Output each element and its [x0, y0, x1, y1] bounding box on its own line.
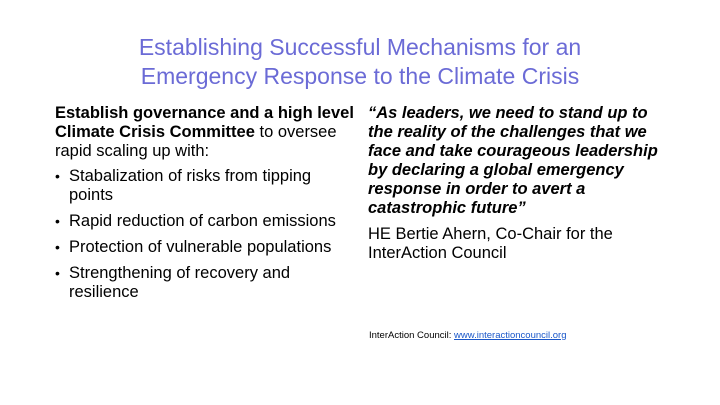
quote-attribution: HE Bertie Ahern, Co-Chair for the InterAction Council: [368, 225, 613, 262]
source-label: InterAction Council:: [369, 330, 455, 341]
bullet-text: Protection of vulnerable populations: [69, 238, 332, 256]
quote-text: “As leaders, we need to stand up to the reality of the challenges that we face and take courageous leadership by declaring a global emergency response in order to avert a catastrophic future”: [368, 104, 658, 217]
right-column: [368, 104, 668, 263]
left-column: [55, 104, 355, 309]
title-line-2: Emergency Response to the Climate Crisis: [140, 63, 580, 89]
bullet-text: Rapid reduction of carbon emissions: [69, 212, 336, 230]
title-line-1: Establishing Successful Mechanisms for an: [138, 34, 582, 60]
bullet-dot-icon: •: [55, 265, 60, 281]
intro-rest-text: to oversee rapid scaling up with:: [55, 123, 337, 160]
bullet-item: [55, 238, 355, 257]
bullet-text: Stabalization of risks from tipping points: [69, 167, 312, 204]
bullet-dot-icon: •: [55, 239, 60, 255]
bullet-list: [55, 167, 355, 302]
bullet-item: [55, 264, 355, 302]
intro-bold-text: Establish governance and a high level Climate Crisis Committee: [55, 104, 354, 141]
bullet-item: [55, 212, 355, 231]
intro-text: [55, 104, 355, 161]
bullet-text: Strengthening of recovery and resilience: [69, 264, 291, 301]
bullet-item: [55, 167, 355, 205]
slide-title: [60, 33, 660, 91]
bullet-dot-icon: •: [55, 168, 60, 184]
source-link[interactable]: www.interactioncouncil.org: [454, 330, 567, 341]
bullet-dot-icon: •: [55, 213, 60, 229]
source-note: [369, 330, 567, 342]
